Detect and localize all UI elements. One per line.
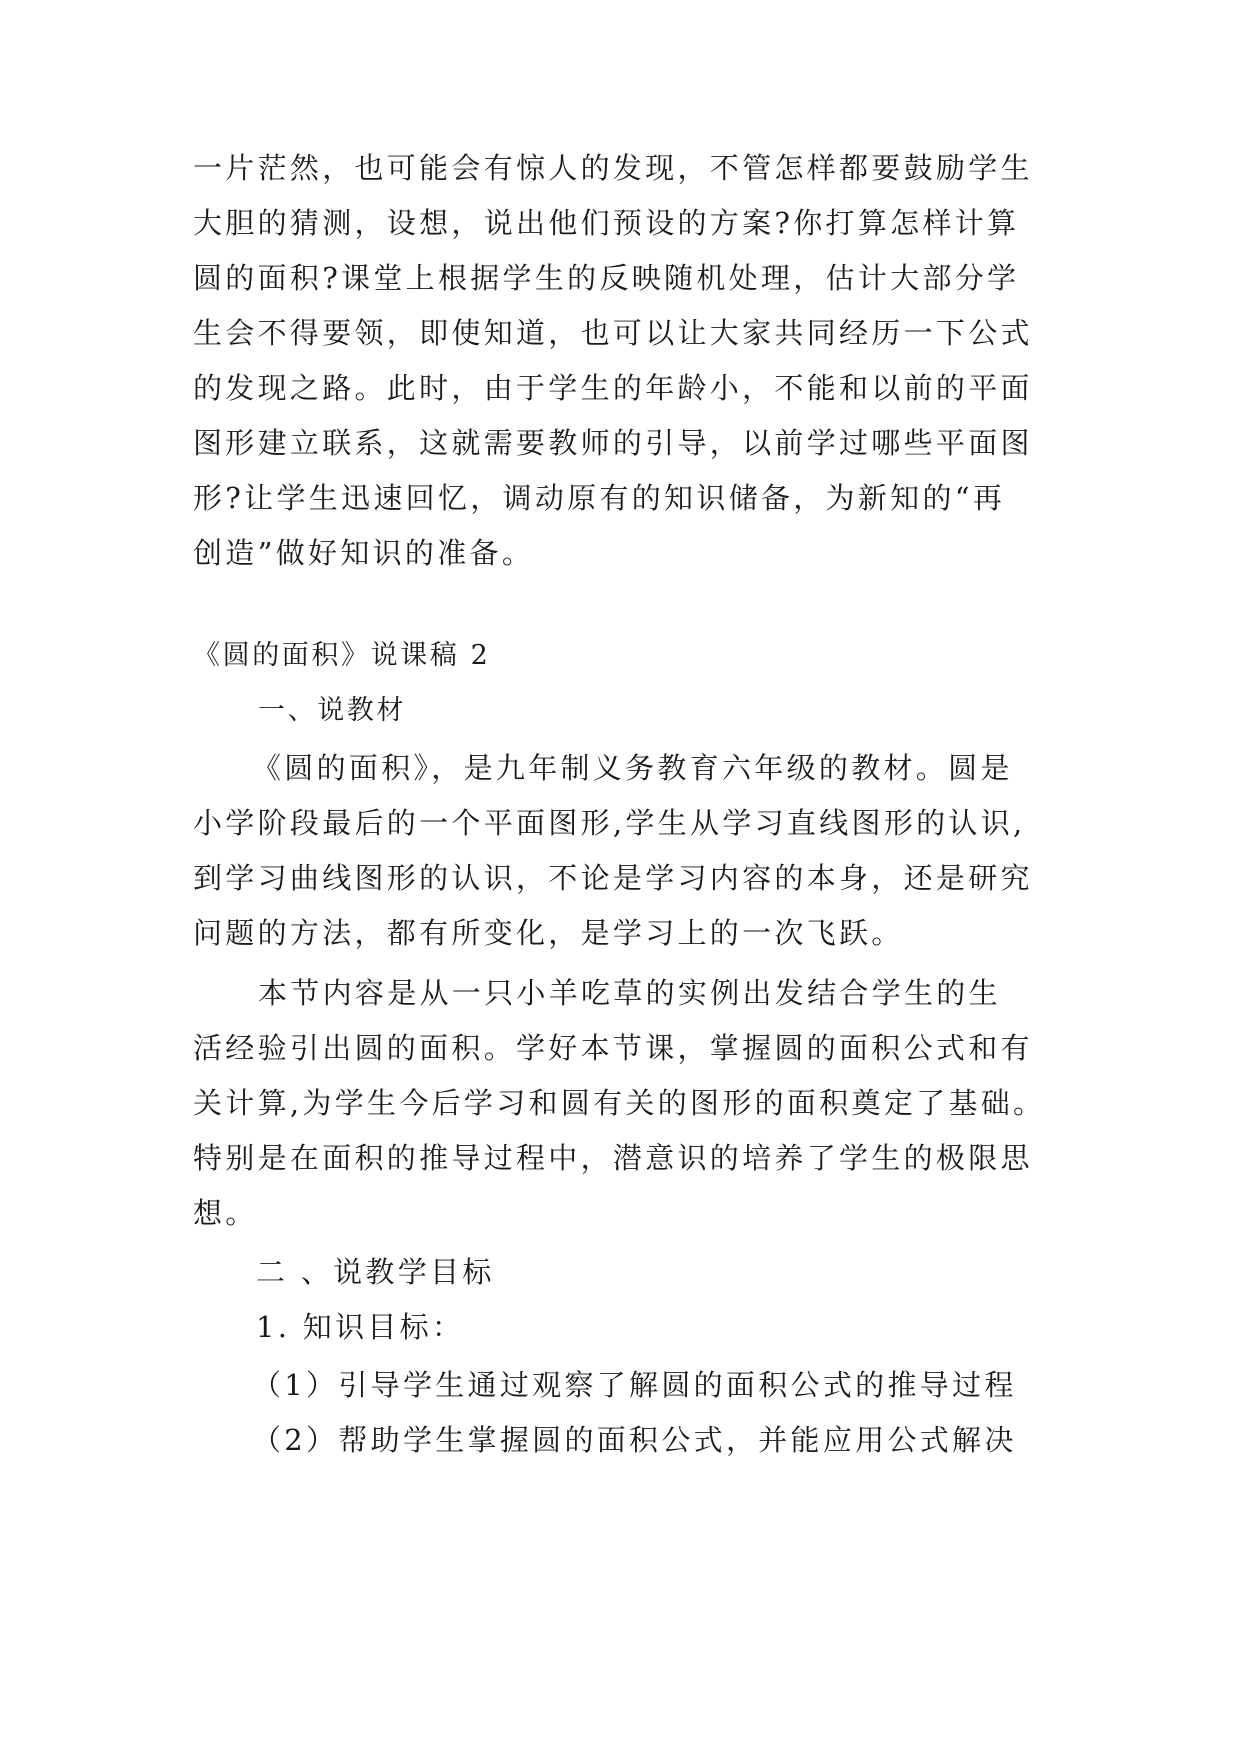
document-heading: 《圆的面积》说课稿 2 xyxy=(193,640,491,671)
goal-item: （1）引导学生通过观察了解圆的面积公式的推导过程 xyxy=(252,1368,1017,1402)
paragraph-line: 本节内容是从一只小羊吃草的实例出发结合学生的生 xyxy=(258,976,1001,1010)
paragraph-line: 问题的方法，都有所变化，是学习上的一次飞跃。 xyxy=(193,916,904,950)
paragraph-line: 想。 xyxy=(193,1196,258,1230)
paragraph-line: 《圆的面积》，是九年制义务教育六年级的教材。圆是 xyxy=(252,751,1013,785)
paragraph-line: 生会不得要领，即使知道，也可以让大家共同经历一下公式 xyxy=(193,316,1033,350)
paragraph-line: 特别是在面积的推导过程中，潜意识的培养了学生的极限思 xyxy=(193,1141,1033,1175)
goal-item: （2）帮助学生掌握圆的面积公式，并能应用公式解决 xyxy=(252,1423,1017,1457)
paragraph-line: 创造”做好知识的准备。 xyxy=(193,536,535,570)
section-title: 一、说教材 xyxy=(258,695,406,726)
paragraph-line: 大胆的猜测，设想，说出他们预设的方案?你打算怎样计算 xyxy=(193,206,1020,240)
paragraph-line: 一片茫然，也可能会有惊人的发现，不管怎样都要鼓励学生 xyxy=(193,151,1033,185)
goal-heading: 1. 知识目标： xyxy=(256,1310,465,1344)
paragraph-line: 关计算,为学生今后学习和圆有关的图形的面积奠定了基础。 xyxy=(193,1086,1046,1120)
paragraph-line: 图形建立联系，这就需要教师的引导，以前学过哪些平面图 xyxy=(193,426,1033,460)
paragraph-line: 的发现之路。此时，由于学生的年龄小，不能和以前的平面 xyxy=(193,371,1033,405)
paragraph-line: 形?让学生迅速回忆，调动原有的知识储备，为新知的“再 xyxy=(193,481,1006,515)
paragraph-line: 小学阶段最后的一个平面图形,学生从学习直线图形的认识, xyxy=(193,806,1026,840)
section-title: 二 、说教学目标 xyxy=(256,1255,495,1289)
paragraph-line: 到学习曲线图形的认识，不论是学习内容的本身，还是研究 xyxy=(193,861,1033,895)
paragraph-line: 活经验引出圆的面积。学好本节课，掌握圆的面积公式和有 xyxy=(193,1031,1033,1065)
paragraph-line: 圆的面积?课堂上根据学生的反映随机处理，估计大部分学 xyxy=(193,261,1020,295)
